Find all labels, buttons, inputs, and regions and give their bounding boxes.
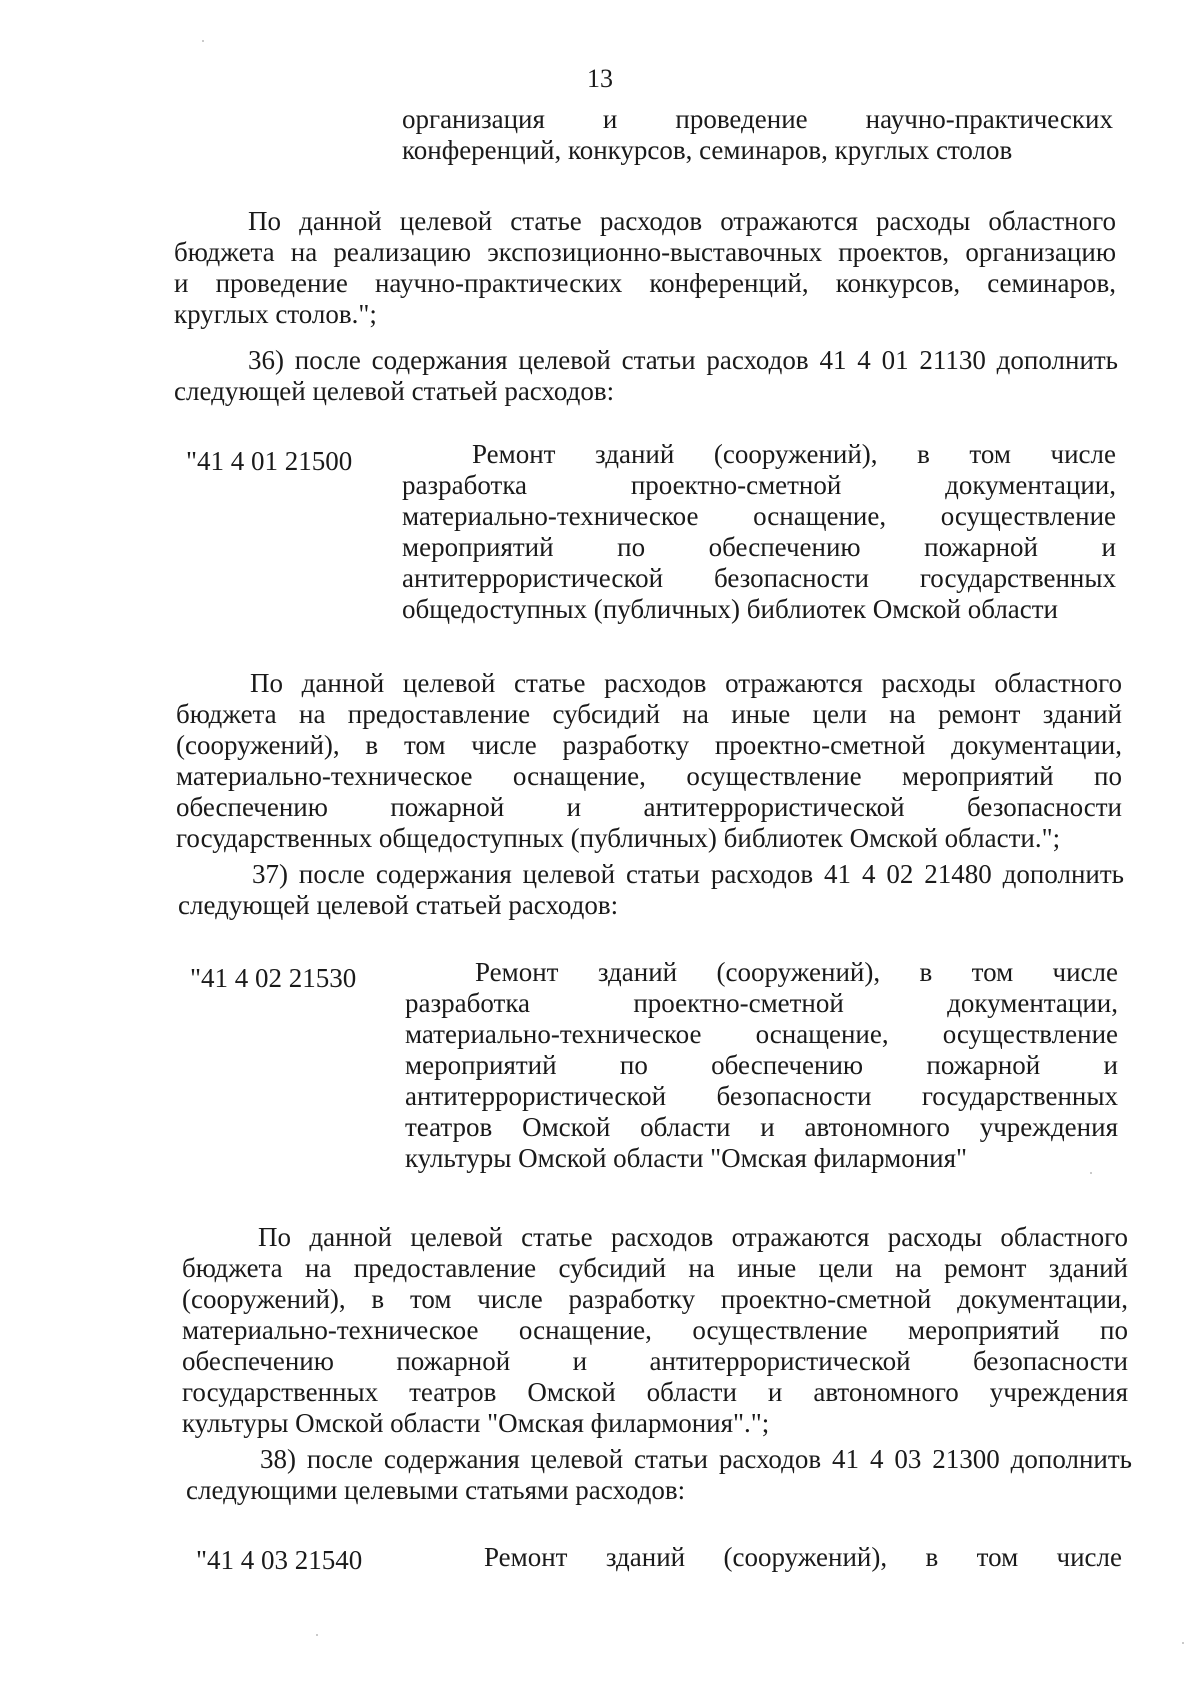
text-line: конференций, конкурсов, семинаров, круглых столов [402, 135, 1013, 165]
scan-speck [1090, 1172, 1092, 1174]
text-line: разработка проектно-сметной документации, [402, 470, 1116, 500]
text-line: (сооружений), в том числе разработку проектно-сметной документации, [176, 730, 1122, 760]
paragraph-item-38 [186, 1444, 1132, 1506]
text-line: культуры Омской области "Омская филармония"."; [182, 1408, 770, 1438]
text-line: следующей целевой статьей расходов: [178, 890, 619, 920]
text-line: бюджета на предоставление субсидий на иные цели на ремонт зданий [182, 1253, 1128, 1283]
paragraph-description [176, 668, 1122, 854]
text-line: государственных театров Омской области и автономного учреждения [182, 1377, 1128, 1407]
entry-description [412, 1542, 1122, 1573]
text-line: (сооружений), в том числе разработку проектно-сметной документации, [182, 1284, 1128, 1314]
entry-title-continuation [402, 104, 1113, 166]
text-line: следующими целевыми статьями расходов: [186, 1475, 686, 1505]
text-line: мероприятий по обеспечению пожарной и [402, 532, 1116, 562]
paragraph-description [182, 1222, 1128, 1439]
text-line: 37) после содержания целевой статьи расходов 41 4 02 21480 дополнить [252, 859, 1124, 889]
text-line: организация и проведение научно-практических [402, 104, 1113, 134]
text-line: разработка проектно-сметной документации, [405, 988, 1118, 1018]
scan-speck [1182, 1642, 1184, 1644]
text-line: По данной целевой статье расходов отражаются расходы областного [258, 1222, 1128, 1252]
entry-code: "41 4 02 21530 [190, 963, 357, 993]
text-line: театров Омской области и автономного учреждения [405, 1112, 1118, 1142]
text-line: По данной целевой статье расходов отражаются расходы областного [250, 668, 1122, 698]
text-line: материально-техническое оснащение, осуществление мероприятий по [176, 761, 1122, 791]
text-line: бюджета на реализацию экспозиционно-выставочных проектов, организацию [174, 237, 1116, 267]
text-line: материально-техническое оснащение, осуществление [405, 1019, 1118, 1049]
entry-description [402, 439, 1116, 625]
text-line: государственных общедоступных (публичных) библиотек Омской области."; [176, 823, 1061, 853]
text-line: материально-техническое оснащение, осуществление [402, 501, 1116, 531]
text-line: и проведение научно-практических конференций, конкурсов, семинаров, [174, 268, 1116, 298]
text-line: 36) после содержания целевой статьи расходов 41 4 01 21130 дополнить [248, 345, 1118, 375]
entry-code: "41 4 01 21500 [186, 446, 353, 476]
scan-speck [202, 40, 204, 42]
text-line: обеспечению пожарной и антитеррористической безопасности [176, 792, 1122, 822]
paragraph-item-36 [174, 345, 1118, 407]
text-line: бюджета на предоставление субсидий на иные цели на ремонт зданий [176, 699, 1122, 729]
text-line: антитеррористической безопасности государственных [405, 1081, 1118, 1111]
text-line: Ремонт зданий (сооружений), в том числе [475, 957, 1118, 987]
text-line: обеспечению пожарной и антитеррористической безопасности [182, 1346, 1128, 1376]
text-line: Ремонт зданий (сооружений), в том числе [484, 1542, 1122, 1572]
page-number: 13 [587, 64, 613, 93]
text-line: культуры Омской области "Омская филармония" [405, 1143, 968, 1173]
text-line: следующей целевой статьей расходов: [174, 376, 615, 406]
text-line: круглых столов."; [174, 299, 377, 329]
text-line: Ремонт зданий (сооружений), в том числе [472, 439, 1116, 469]
entry-code: "41 4 03 21540 [196, 1545, 363, 1575]
paragraph-description [174, 206, 1116, 330]
scan-speck [316, 1634, 318, 1636]
paragraph-item-37 [178, 859, 1124, 921]
text-line: антитеррористической безопасности государственных [402, 563, 1116, 593]
text-line: 38) после содержания целевой статьи расходов 41 4 03 21300 дополнить [260, 1444, 1132, 1474]
entry-description [405, 957, 1118, 1174]
text-line: материально-техническое оснащение, осуществление мероприятий по [182, 1315, 1128, 1345]
text-line: По данной целевой статье расходов отражаются расходы областного [248, 206, 1116, 236]
text-line: мероприятий по обеспечению пожарной и [405, 1050, 1118, 1080]
text-line: общедоступных (публичных) библиотек Омской области [402, 594, 1059, 624]
